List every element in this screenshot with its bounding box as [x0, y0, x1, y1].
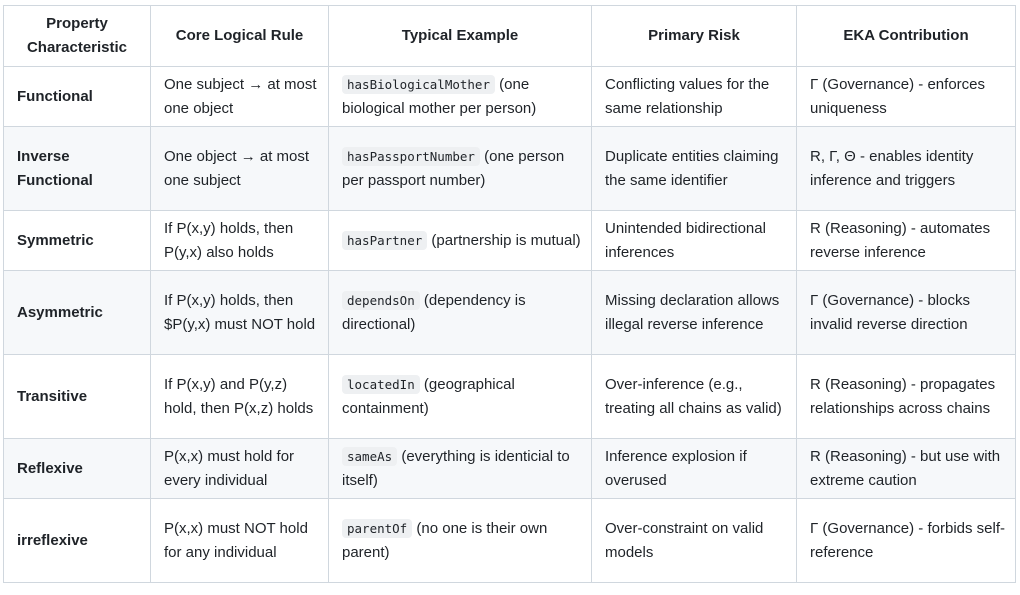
table-container [3, 5, 1015, 583]
example-text: (dependency is directional) [342, 291, 526, 333]
typical-example [329, 211, 592, 271]
table-row [4, 127, 1016, 211]
primary-risk: Inference explosion if overused [592, 439, 797, 499]
example-code: hasPartner [342, 231, 427, 250]
primary-risk: Conflicting values for the same relationship [592, 67, 797, 127]
table-row [4, 271, 1016, 355]
typical-example [329, 127, 592, 211]
example-code: hasBiologicalMother [342, 75, 495, 94]
table-row [4, 499, 1016, 583]
header-primary-risk: Primary Risk [592, 6, 797, 67]
primary-risk: Over-inference (e.g., treating all chains as valid) [592, 355, 797, 439]
core-logical-rule: P(x,x) must hold for every individual [151, 439, 329, 499]
property-name: Asymmetric [4, 271, 151, 355]
table-row [4, 355, 1016, 439]
example-text: (partnership is mutual) [427, 231, 581, 249]
example-text: (one person per passport number) [342, 147, 565, 189]
typical-example [329, 271, 592, 355]
eka-contribution: R (Reasoning) - propagates relationships across chains [797, 355, 1016, 439]
primary-risk: Over-constraint on valid models [592, 499, 797, 583]
example-text: (geographical containment) [342, 375, 515, 417]
table-header-row [4, 6, 1016, 67]
property-name: Transitive [4, 355, 151, 439]
typical-example [329, 67, 592, 127]
example-text: (one biological mother per person) [342, 75, 537, 117]
property-name: Reflexive [4, 439, 151, 499]
typical-example [329, 499, 592, 583]
core-logical-rule: One subject → at most one object [151, 67, 329, 127]
example-code: dependsOn [342, 291, 420, 310]
typical-example [329, 439, 592, 499]
property-name: Symmetric [4, 211, 151, 271]
header-eka-contribution: EKA Contribution [797, 6, 1016, 67]
core-logical-rule: If P(x,y) holds, then P(y,x) also holds [151, 211, 329, 271]
header-property-characteristic: Property Characteristic [4, 6, 151, 67]
example-code: locatedIn [342, 375, 420, 394]
table-row [4, 67, 1016, 127]
header-typical-example: Typical Example [329, 6, 592, 67]
typical-example [329, 355, 592, 439]
example-text: (no one is their own parent) [342, 519, 548, 561]
core-logical-rule: If P(x,y) and P(y,z) hold, then P(x,z) holds [151, 355, 329, 439]
eka-contribution: R (Reasoning) - automates reverse inference [797, 211, 1016, 271]
eka-contribution: Γ (Governance) - blocks invalid reverse direction [797, 271, 1016, 355]
table-row [4, 439, 1016, 499]
eka-contribution: R, Γ, Θ - enables identity inference and triggers [797, 127, 1016, 211]
table-row [4, 211, 1016, 271]
example-code: parentOf [342, 519, 412, 538]
primary-risk: Missing declaration allows illegal reverse inference [592, 271, 797, 355]
primary-risk: Duplicate entities claiming the same identifier [592, 127, 797, 211]
property-name: Inverse Functional [4, 127, 151, 211]
property-name: Functional [4, 67, 151, 127]
eka-contribution: R (Reasoning) - but use with extreme caution [797, 439, 1016, 499]
eka-contribution: Γ (Governance) - forbids self-reference [797, 499, 1016, 583]
header-core-logical-rule: Core Logical Rule [151, 6, 329, 67]
example-code: hasPassportNumber [342, 147, 480, 166]
example-text: (everything is identicial to itself) [342, 447, 570, 489]
property-name: irreflexive [4, 499, 151, 583]
eka-contribution: Γ (Governance) - enforces uniqueness [797, 67, 1016, 127]
primary-risk: Unintended bidirectional inferences [592, 211, 797, 271]
core-logical-rule: P(x,x) must NOT hold for any individual [151, 499, 329, 583]
core-logical-rule: If P(x,y) holds, then $P(y,x) must NOT hold [151, 271, 329, 355]
core-logical-rule: One object → at most one subject [151, 127, 329, 211]
example-code: sameAs [342, 447, 397, 466]
property-characteristics-table [3, 5, 1016, 583]
